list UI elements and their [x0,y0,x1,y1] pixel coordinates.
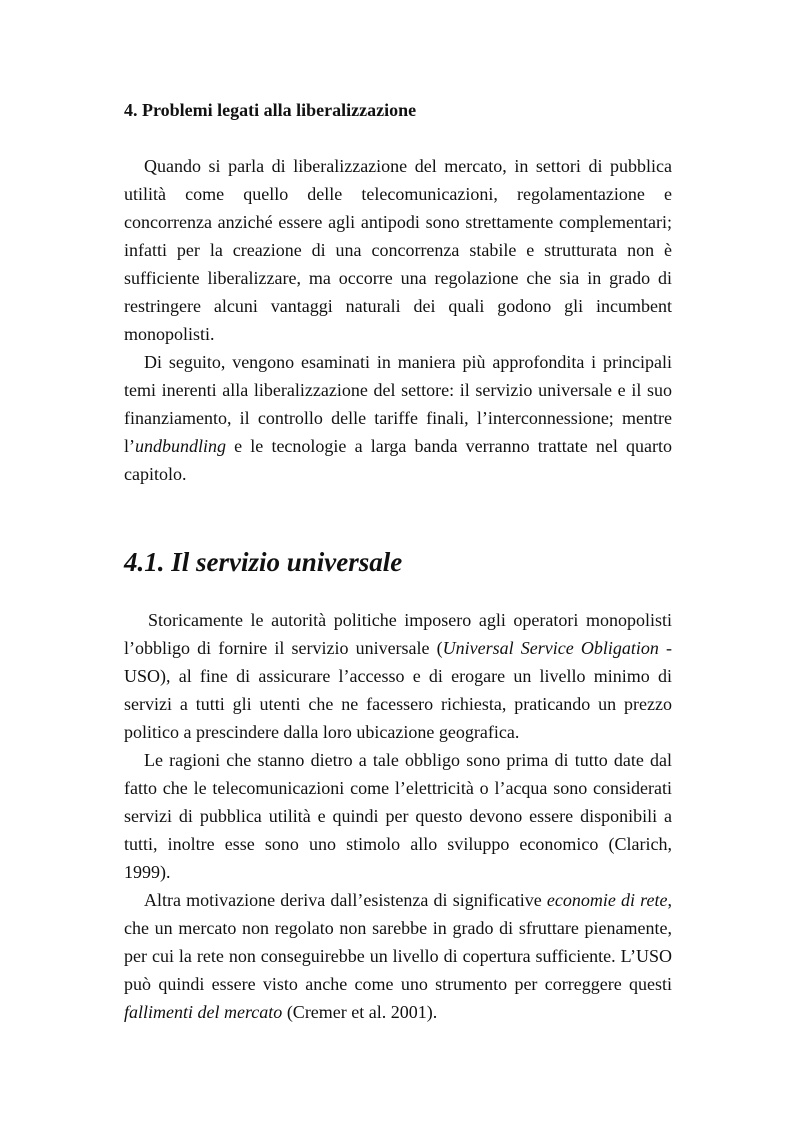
subsection-paragraph-2: Le ragioni che stanno dietro a tale obbligo sono prima di tutto date dal fatto che le telecomunicazioni come l’elettricità o l’acqua sono considerati servizi di pubblica utilità e quindi per questo devono essere disponibili a tutti, inoltre esse sono uno stimolo allo sviluppo economico (Clarich, 1999). [124,750,672,882]
subsection-heading: 4.1. Il servizio universale [124,547,403,577]
paragraph-text: Altra motivazione deriva dall’esistenza di significative [144,890,547,910]
section-paragraph-1: Quando si parla di liberalizzazione del mercato, in settori di pubblica utilità come quello delle telecomunicazioni, regolamentazione e concorrenza anziché essere agli antipodi sono strettamente complementari; infatti per la creazione di una concorrenza stabile e strutturata non è sufficiente liberalizzare, ma occorre una regolazione che sia in grado di restringere alcuni vantaggi naturali dei quali godono gli incumbent monopolisti. [124,156,672,344]
subsection-paragraph-3 [124,886,672,1026]
paragraph-text: , che un mercato non regolato non sarebbe in grado di sfruttare pienamente, per cui la rete non conseguirebbe un livello di copertura sufficiente. L’USO può quindi essere visto anche come uno strumento per correggere questi [124,890,672,994]
italic-term: fallimenti del mercato [124,1002,283,1022]
paragraph-text: Storicamente le autorità politiche imposero agli operatori monopolisti l’obbligo di fornire il servizio universale ( [124,610,672,658]
paragraph-text: - USO), al fine di assicurare l’accesso e di erogare un livello minimo di servizi a tutti gli utenti che ne facessero richiesta, praticando un prezzo politico a prescindere dalla loro ubicazione geografica. [124,638,672,742]
paragraph-text: Di seguito, vengono esaminati in maniera più approfondita i principali temi inerenti alla liberalizzazione del settore: il servizio universale e il suo finanziamento, il controllo delle tariffe finali, l’interconnessione; mentre l’ [124,352,672,456]
section-heading: 4. Problemi legati alla liberalizzazione [124,100,417,120]
document-page [124,96,672,1026]
italic-term: economie di rete [546,890,668,910]
subsection-paragraph-1 [124,606,672,746]
section-paragraph-2 [124,348,672,488]
paragraph-text: e le tecnologie a larga banda verranno trattate nel quarto capitolo. [124,436,672,484]
paragraph-text: (Cremer et al. 2001). [282,1002,438,1022]
italic-term: undbundling [135,436,227,456]
subsection-body [124,606,672,1026]
italic-term: Universal Service Obligation [442,638,659,658]
